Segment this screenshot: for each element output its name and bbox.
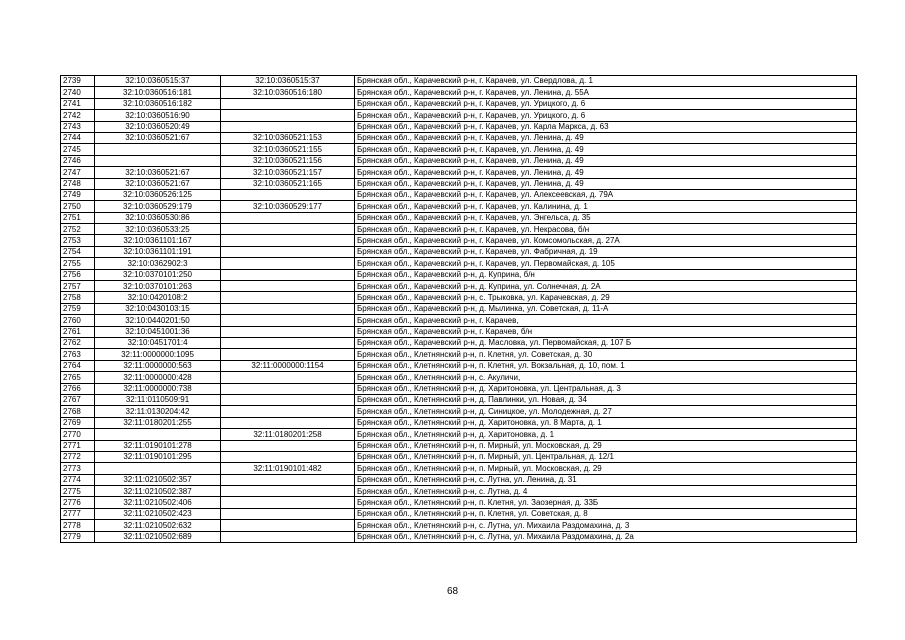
table-row	[61, 212, 857, 223]
cadastral-number-cell: 32:11:0210502:423	[95, 508, 221, 519]
table-row	[61, 383, 857, 394]
address-cell: Брянская обл., Клетнянский р-н, п. Мирный, ул. Центральная, д. 12/1	[355, 451, 857, 462]
cadastral-number-cell: 32:11:0000000:563	[95, 360, 221, 371]
cadastral-number-cell: 32:10:0451701:4	[95, 337, 221, 348]
row-number-cell: 2769	[61, 417, 95, 428]
cadastral-number-cell: 32:11:0210502:387	[95, 486, 221, 497]
cadastral-number-cell: 32:10:0361101:167	[95, 235, 221, 246]
cadastral-number-cell	[95, 463, 221, 474]
related-cadastral-number-cell: 32:10:0360521:155	[221, 144, 355, 155]
cadastral-number-cell: 32:10:0360516:182	[95, 98, 221, 109]
table-row	[61, 269, 857, 280]
cadastral-number-cell: 32:11:0130204:42	[95, 406, 221, 417]
address-cell: Брянская обл., Карачевский р-н, г. Карачев,	[355, 315, 857, 326]
related-cadastral-number-cell	[221, 451, 355, 462]
row-number-cell: 2742	[61, 110, 95, 121]
address-cell: Брянская обл., Клетнянский р-н, с. Лутна, ул. Ленина, д. 31	[355, 474, 857, 485]
related-cadastral-number-cell	[221, 212, 355, 223]
address-cell: Брянская обл., Карачевский р-н, г. Карачев, б/н	[355, 326, 857, 337]
row-number-cell: 2765	[61, 372, 95, 383]
address-cell: Брянская обл., Карачевский р-н, г. Карачев, ул. Первомайская, д. 105	[355, 258, 857, 269]
row-number-cell: 2778	[61, 520, 95, 531]
address-cell: Брянская обл., Клетнянский р-н, с. Лутна, ул. Михаила Раздомахина, д. 2а	[355, 531, 857, 542]
address-cell: Брянская обл., Карачевский р-н, г. Карачев, ул. Ленина, д. 55А	[355, 87, 857, 98]
cadastral-number-cell: 32:11:0000000:738	[95, 383, 221, 394]
cadastral-number-cell: 32:10:0361101:191	[95, 246, 221, 257]
cadastral-number-cell: 32:11:0210502:689	[95, 531, 221, 542]
cadastral-number-cell: 32:10:0360516:90	[95, 110, 221, 121]
row-number-cell: 2777	[61, 508, 95, 519]
row-number-cell: 2779	[61, 531, 95, 542]
table-row	[61, 201, 857, 212]
row-number-cell: 2775	[61, 486, 95, 497]
address-cell: Брянская обл., Карачевский р-н, г. Карачев, ул. Калинина, д. 1	[355, 201, 857, 212]
row-number-cell: 2748	[61, 178, 95, 189]
row-number-cell: 2756	[61, 269, 95, 280]
cadastral-number-cell: 32:10:0362902:3	[95, 258, 221, 269]
related-cadastral-number-cell	[221, 531, 355, 542]
table-row	[61, 178, 857, 189]
related-cadastral-number-cell: 32:10:0360529:177	[221, 201, 355, 212]
related-cadastral-number-cell	[221, 121, 355, 132]
address-cell: Брянская обл., Клетнянский р-н, д. Харитоновка, ул. 8 Марта, д. 1	[355, 417, 857, 428]
address-cell: Брянская обл., Карачевский р-н, д. Куприна, б/н	[355, 269, 857, 280]
table-row	[61, 132, 857, 143]
cadastral-number-cell: 32:11:0000000:428	[95, 372, 221, 383]
address-cell: Брянская обл., Клетнянский р-н, с. Акуличи,	[355, 372, 857, 383]
address-cell: Брянская обл., Клетнянский р-н, д. Синицкое, ул. Молодежная, д. 27	[355, 406, 857, 417]
related-cadastral-number-cell	[221, 292, 355, 303]
cadastral-number-cell: 32:10:0440201:50	[95, 315, 221, 326]
related-cadastral-number-cell	[221, 508, 355, 519]
address-cell: Брянская обл., Карачевский р-н, г. Карачев, ул. Урицкого, д. 6	[355, 98, 857, 109]
address-cell: Брянская обл., Карачевский р-н, г. Карачев, ул. Некрасова, б/н	[355, 224, 857, 235]
row-number-cell: 2764	[61, 360, 95, 371]
related-cadastral-number-cell	[221, 406, 355, 417]
related-cadastral-number-cell	[221, 337, 355, 348]
cadastral-number-cell: 32:10:0360521:67	[95, 132, 221, 143]
address-cell: Брянская обл., Карачевский р-н, д. Мылинка, ул. Советская, д. 11-А	[355, 303, 857, 314]
cadastral-number-cell: 32:10:0360533:25	[95, 224, 221, 235]
row-number-cell: 2766	[61, 383, 95, 394]
table-row	[61, 486, 857, 497]
row-number-cell: 2755	[61, 258, 95, 269]
related-cadastral-number-cell	[221, 224, 355, 235]
address-cell: Брянская обл., Карачевский р-н, г. Карачев, ул. Ленина, д. 49	[355, 144, 857, 155]
related-cadastral-number-cell	[221, 98, 355, 109]
row-number-cell: 2774	[61, 474, 95, 485]
related-cadastral-number-cell	[221, 303, 355, 314]
row-number-cell: 2744	[61, 132, 95, 143]
table-row	[61, 76, 857, 87]
row-number-cell: 2773	[61, 463, 95, 474]
table-row	[61, 303, 857, 314]
related-cadastral-number-cell	[221, 486, 355, 497]
address-cell: Брянская обл., Карачевский р-н, г. Карачев, ул. Энгельса, д. 35	[355, 212, 857, 223]
table-row	[61, 508, 857, 519]
related-cadastral-number-cell	[221, 394, 355, 405]
address-cell: Брянская обл., Карачевский р-н, д. Куприна, ул. Солнечная, д. 2А	[355, 281, 857, 292]
table-row	[61, 497, 857, 508]
table-row	[61, 360, 857, 371]
related-cadastral-number-cell: 32:11:0190101:482	[221, 463, 355, 474]
related-cadastral-number-cell	[221, 440, 355, 451]
related-cadastral-number-cell	[221, 372, 355, 383]
address-cell: Брянская обл., Карачевский р-н, г. Карачев, ул. Ленина, д. 49	[355, 178, 857, 189]
cadastral-number-cell	[95, 144, 221, 155]
table-row	[61, 531, 857, 542]
row-number-cell: 2768	[61, 406, 95, 417]
table-row	[61, 463, 857, 474]
table-row	[61, 372, 857, 383]
cadastral-number-cell: 32:11:0000000:1095	[95, 349, 221, 360]
related-cadastral-number-cell: 32:11:0000000:1154	[221, 360, 355, 371]
cadastral-number-cell: 32:10:0451001:36	[95, 326, 221, 337]
row-number-cell: 2746	[61, 155, 95, 166]
row-number-cell: 2750	[61, 201, 95, 212]
row-number-cell: 2767	[61, 394, 95, 405]
related-cadastral-number-cell	[221, 235, 355, 246]
table-row	[61, 144, 857, 155]
table-row	[61, 406, 857, 417]
table-body	[61, 76, 857, 543]
cadastral-number-cell: 32:10:0360515:37	[95, 76, 221, 87]
cadastral-number-cell: 32:10:0360529:179	[95, 201, 221, 212]
related-cadastral-number-cell: 32:10:0360521:156	[221, 155, 355, 166]
related-cadastral-number-cell	[221, 349, 355, 360]
cadastral-number-cell: 32:10:0360526:125	[95, 189, 221, 200]
related-cadastral-number-cell: 32:10:0360521:157	[221, 167, 355, 178]
address-cell: Брянская обл., Карачевский р-н, г. Карачев, ул. Урицкого, д. 6	[355, 110, 857, 121]
table-row	[61, 429, 857, 440]
row-number-cell: 2752	[61, 224, 95, 235]
row-number-cell: 2772	[61, 451, 95, 462]
cadastral-number-cell: 32:11:0190101:278	[95, 440, 221, 451]
row-number-cell: 2745	[61, 144, 95, 155]
cadastral-number-cell: 32:11:0180201:255	[95, 417, 221, 428]
row-number-cell: 2770	[61, 429, 95, 440]
related-cadastral-number-cell: 32:11:0180201:258	[221, 429, 355, 440]
row-number-cell: 2754	[61, 246, 95, 257]
related-cadastral-number-cell	[221, 281, 355, 292]
table-row	[61, 440, 857, 451]
table-row	[61, 235, 857, 246]
address-cell: Брянская обл., Карачевский р-н, г. Карачев, ул. Ленина, д. 49	[355, 132, 857, 143]
page-number: 68	[446, 586, 459, 597]
related-cadastral-number-cell	[221, 246, 355, 257]
address-cell: Брянская обл., Карачевский р-н, д. Масловка, ул. Первомайская, д. 107 Б	[355, 337, 857, 348]
table-row	[61, 167, 857, 178]
related-cadastral-number-cell	[221, 269, 355, 280]
table-row	[61, 281, 857, 292]
table-row	[61, 394, 857, 405]
related-cadastral-number-cell	[221, 315, 355, 326]
row-number-cell: 2739	[61, 76, 95, 87]
row-number-cell: 2758	[61, 292, 95, 303]
related-cadastral-number-cell: 32:10:0360521:153	[221, 132, 355, 143]
table-row	[61, 121, 857, 132]
address-cell: Брянская обл., Клетнянский р-н, с. Лутна, ул. Михаила Раздомахина, д. 3	[355, 520, 857, 531]
table-row	[61, 189, 857, 200]
table-row	[61, 110, 857, 121]
row-number-cell: 2743	[61, 121, 95, 132]
address-cell: Брянская обл., Клетнянский р-н, п. Клетня, ул. Советская, д. 30	[355, 349, 857, 360]
address-cell: Брянская обл., Клетнянский р-н, п. Клетня, ул. Заозерная, д. 33Б	[355, 497, 857, 508]
address-cell: Брянская обл., Клетнянский р-н, п. Клетня, ул. Советская, д. 8	[355, 508, 857, 519]
address-cell: Брянская обл., Карачевский р-н, г. Карачев, ул. Комсомольская, д. 27А	[355, 235, 857, 246]
row-number-cell: 2762	[61, 337, 95, 348]
related-cadastral-number-cell	[221, 520, 355, 531]
cadastral-number-cell: 32:10:0360520:49	[95, 121, 221, 132]
row-number-cell: 2741	[61, 98, 95, 109]
table-row	[61, 326, 857, 337]
related-cadastral-number-cell	[221, 258, 355, 269]
address-cell: Брянская обл., Клетнянский р-н, п. Клетня, ул. Вокзальная, д. 10, пом. 1	[355, 360, 857, 371]
cadastral-number-cell: 32:10:0360530:86	[95, 212, 221, 223]
related-cadastral-number-cell	[221, 417, 355, 428]
table-row	[61, 474, 857, 485]
row-number-cell: 2751	[61, 212, 95, 223]
address-cell: Брянская обл., Клетнянский р-н, п. Мирный, ул. Московская, д. 29	[355, 463, 857, 474]
cadastral-number-cell: 32:10:0370101:263	[95, 281, 221, 292]
table-row	[61, 98, 857, 109]
row-number-cell: 2776	[61, 497, 95, 508]
cadastral-number-cell: 32:10:0360521:67	[95, 178, 221, 189]
row-number-cell: 2761	[61, 326, 95, 337]
table-row	[61, 292, 857, 303]
cadastral-number-cell: 32:10:0430103:15	[95, 303, 221, 314]
address-cell: Брянская обл., Карачевский р-н, г. Карачев, ул. Ленина, д. 49	[355, 167, 857, 178]
address-cell: Брянская обл., Клетнянский р-н, д. Харитоновка, д. 1	[355, 429, 857, 440]
row-number-cell: 2759	[61, 303, 95, 314]
table-row	[61, 155, 857, 166]
row-number-cell: 2771	[61, 440, 95, 451]
address-cell: Брянская обл., Карачевский р-н, г. Карачев, ул. Фабричная, д. 19	[355, 246, 857, 257]
table-row	[61, 315, 857, 326]
address-cell: Брянская обл., Карачевский р-н, с. Трыковка, ул. Карачевская, д. 29	[355, 292, 857, 303]
table-row	[61, 246, 857, 257]
table-row	[61, 258, 857, 269]
cadastral-number-cell: 32:11:0190101:295	[95, 451, 221, 462]
related-cadastral-number-cell	[221, 383, 355, 394]
table-row	[61, 451, 857, 462]
cadastral-number-cell: 32:10:0420108:2	[95, 292, 221, 303]
address-cell: Брянская обл., Карачевский р-н, г. Карачев, ул. Свердлова, д. 1	[355, 76, 857, 87]
cadastral-number-cell: 32:10:0370101:250	[95, 269, 221, 280]
cadastral-number-cell: 32:10:0360516:181	[95, 87, 221, 98]
row-number-cell: 2740	[61, 87, 95, 98]
table-row	[61, 520, 857, 531]
related-cadastral-number-cell	[221, 189, 355, 200]
row-number-cell: 2749	[61, 189, 95, 200]
cadastral-number-cell: 32:11:0210502:357	[95, 474, 221, 485]
table-row	[61, 417, 857, 428]
related-cadastral-number-cell	[221, 110, 355, 121]
row-number-cell: 2760	[61, 315, 95, 326]
table-row	[61, 349, 857, 360]
cadastral-table	[60, 75, 857, 543]
cadastral-number-cell: 32:11:0210502:406	[95, 497, 221, 508]
row-number-cell: 2763	[61, 349, 95, 360]
row-number-cell: 2757	[61, 281, 95, 292]
address-cell: Брянская обл., Карачевский р-н, г. Карачев, ул. Ленина, д. 49	[355, 155, 857, 166]
related-cadastral-number-cell	[221, 474, 355, 485]
cadastral-number-cell	[95, 155, 221, 166]
address-cell: Брянская обл., Клетнянский р-н, п. Мирный, ул. Московская, д. 29	[355, 440, 857, 451]
address-cell: Брянская обл., Карачевский р-н, г. Карачев, ул. Карла Маркса, д. 63	[355, 121, 857, 132]
cadastral-number-cell	[95, 429, 221, 440]
table-row	[61, 337, 857, 348]
table-row	[61, 87, 857, 98]
row-number-cell: 2747	[61, 167, 95, 178]
table-row	[61, 224, 857, 235]
related-cadastral-number-cell: 32:10:0360521:165	[221, 178, 355, 189]
address-cell: Брянская обл., Карачевский р-н, г. Карачев, ул. Алексеевская, д. 79А	[355, 189, 857, 200]
related-cadastral-number-cell	[221, 497, 355, 508]
related-cadastral-number-cell	[221, 326, 355, 337]
related-cadastral-number-cell: 32:10:0360515:37	[221, 76, 355, 87]
related-cadastral-number-cell: 32:10:0360516:180	[221, 87, 355, 98]
cadastral-number-cell: 32:10:0360521:67	[95, 167, 221, 178]
address-cell: Брянская обл., Клетнянский р-н, д. Харитоновка, ул. Центральная, д. 3	[355, 383, 857, 394]
cadastral-number-cell: 32:11:0110509:91	[95, 394, 221, 405]
row-number-cell: 2753	[61, 235, 95, 246]
cadastral-number-cell: 32:11:0210502:632	[95, 520, 221, 531]
address-cell: Брянская обл., Клетнянский р-н, д. Павлинки, ул. Новая, д. 34	[355, 394, 857, 405]
address-cell: Брянская обл., Клетнянский р-н, с. Лутна, д. 4	[355, 486, 857, 497]
